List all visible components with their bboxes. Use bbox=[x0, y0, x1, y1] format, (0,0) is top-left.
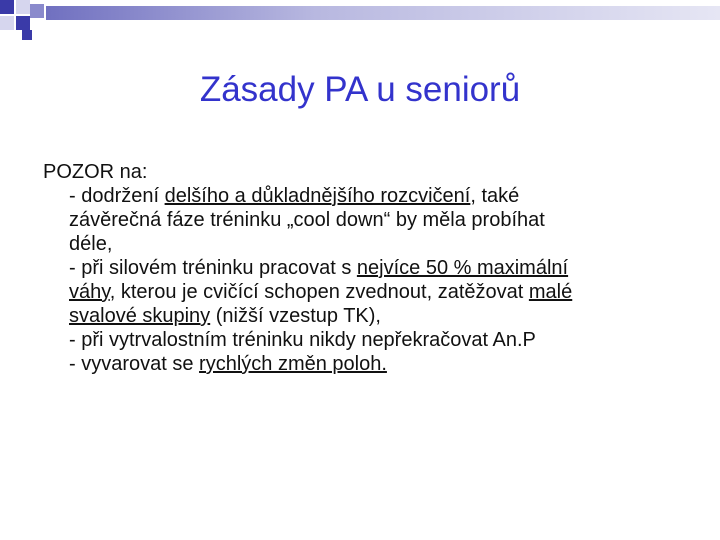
emphasis-small: malé bbox=[528, 281, 573, 303]
square-decoration bbox=[16, 16, 30, 30]
bullet-warmup-line3: déle, bbox=[69, 233, 113, 255]
square-strip bbox=[46, 6, 720, 20]
square-decoration bbox=[0, 0, 14, 14]
square-decoration bbox=[22, 30, 32, 40]
bullet-warmup: - dodržení delšího a důkladnějšího rozcvičení, také bbox=[69, 185, 520, 207]
bullet-strength: - při silovém tréninku pracovat s nejvíce 50 % maximální bbox=[69, 257, 569, 279]
emphasis-max-weight-cont: váhy bbox=[69, 281, 110, 303]
emphasis-max-weight: nejvíce 50 % maximální bbox=[356, 257, 569, 279]
emphasis-position-changes: rychlých změn poloh. bbox=[199, 353, 387, 375]
slide-title: Zásady PA u seniorů bbox=[199, 70, 521, 109]
bullet-warmup-line2: závěrečná fáze tréninku „cool down“ by měla probíhat bbox=[69, 209, 545, 231]
slide-body bbox=[43, 160, 683, 376]
square-decoration bbox=[16, 0, 30, 14]
intro-text: POZOR na: bbox=[43, 161, 148, 183]
bullet-position: - vyvarovat se rychlých změn poloh. bbox=[69, 353, 387, 375]
bullet-strength-line2: váhy, kterou je cvičící schopen zvednout, zatěžovat malé bbox=[69, 281, 573, 303]
square-decoration bbox=[0, 16, 14, 30]
emphasis-warmup: delšího a důkladnějšího rozcvičení bbox=[164, 185, 471, 207]
emphasis-muscle-groups: svalové skupiny bbox=[69, 305, 211, 327]
square-decoration bbox=[30, 4, 44, 18]
bullet-endurance: - při vytrvalostním tréninku nikdy nepřekračovat An.P bbox=[69, 329, 536, 351]
decorative-squares-band bbox=[0, 0, 720, 40]
bullet-strength-line3: svalové skupiny (nižší vzestup TK), bbox=[69, 305, 381, 327]
